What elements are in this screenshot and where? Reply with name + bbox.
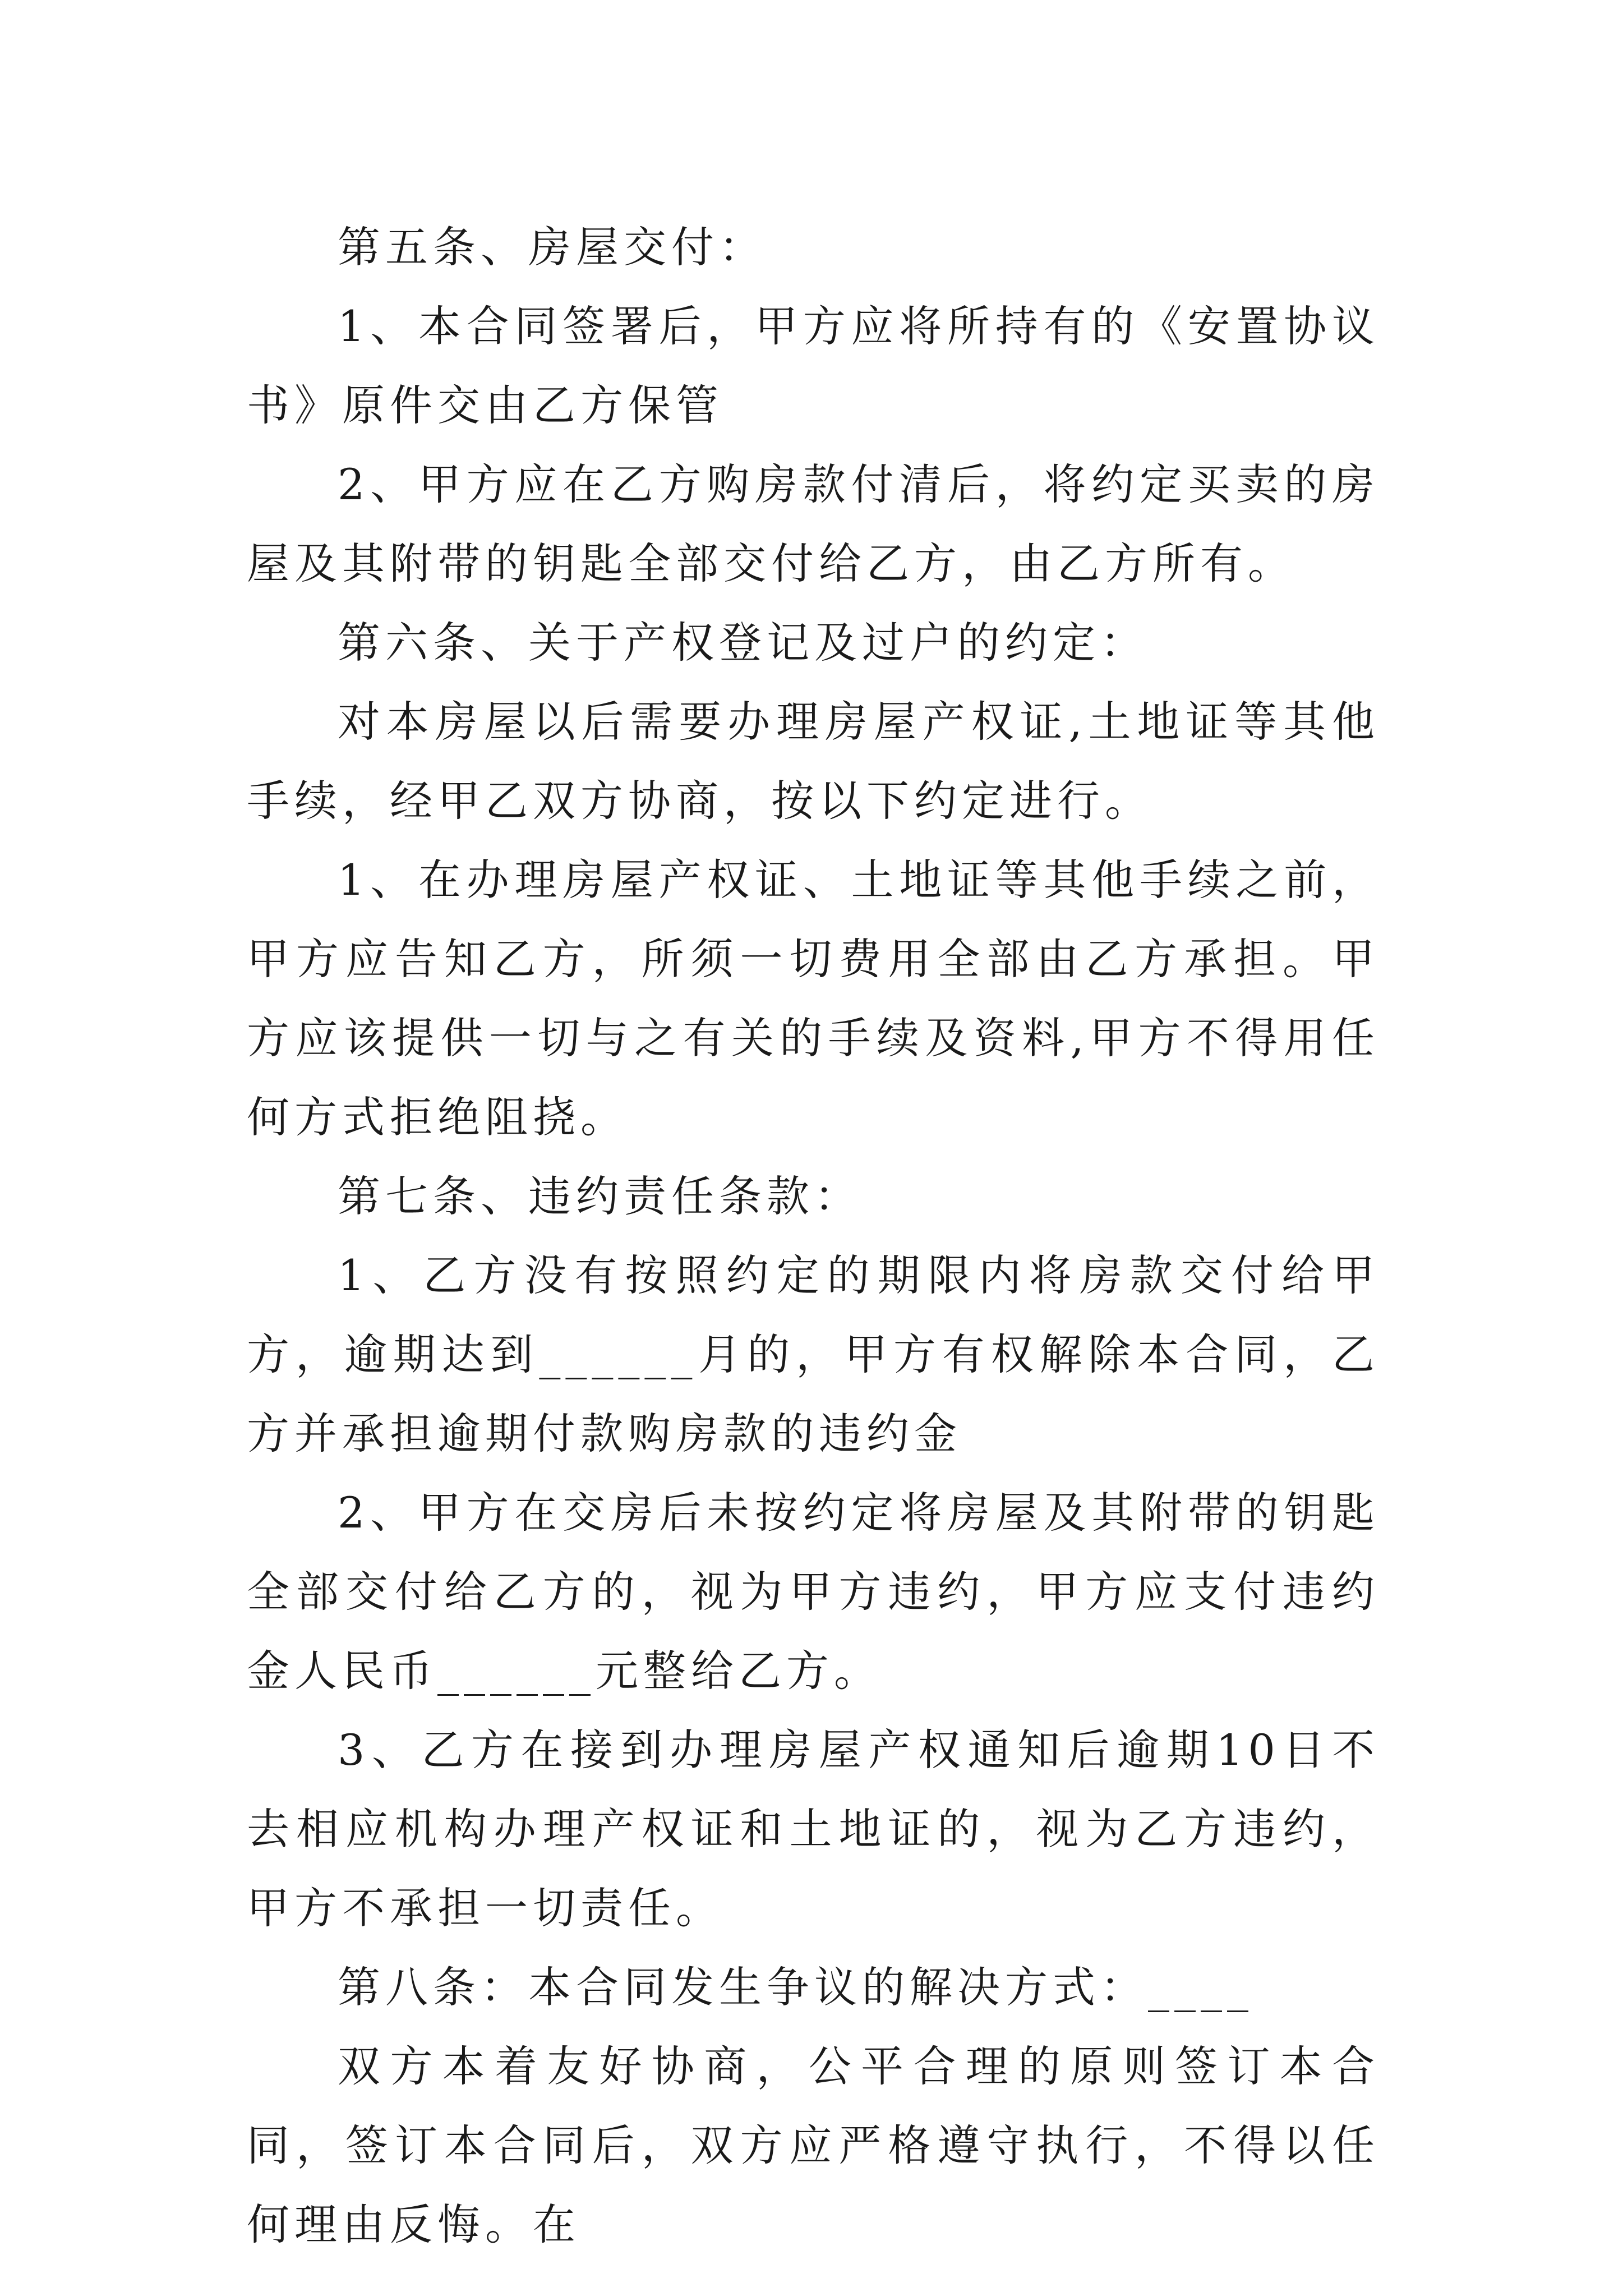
article-8-body: 双方本着友好协商，公平合理的原则签订本合同，签订本合同后，双方应严格遵守执行，不得以任何理由反悔。在 [247,2041,1380,2249]
article-5-clause-1: 1、本合同签署后，甲方应将所持有的《安置协议书》原件交由乙方保管 [247,301,1380,430]
article-7-clause-3: 3、乙方在接到办理房屋产权通知后逾期10日不去相应机构办理产权证和土地证的，视为乙方违约，甲方不承担一切责任。 [247,1725,1380,1933]
article-7-clause-2: 2、甲方在交房后未按约定将房屋及其附带的钥匙全部交付给乙方的，视为甲方违约，甲方应支付违约金人民币______元整给乙方。 [247,1488,1380,1696]
document-body [247,208,1380,2264]
article-7-heading: 第七条、违约责任条款： [338,1171,862,1221]
article-5-heading: 第五条、房屋交付： [338,222,767,272]
article-6-intro: 对本房屋以后需要办理房屋产权证,土地证等其他手续，经甲乙双方协商，按以下约定进行。 [247,697,1380,826]
article-7-clause-1: 1、乙方没有按照约定的期限内将房款交付给甲方，逾期达到______月的，甲方有权解除本合同，乙方并承担逾期付款购房款的违约金 [247,1250,1380,1458]
article-6-heading: 第六条、关于产权登记及过户的约定： [338,618,1148,668]
article-5-clause-2: 2、甲方应在乙方购房款付清后，将约定买卖的房屋及其附带的钥匙全部交付给乙方，由乙方所有。 [247,459,1380,588]
article-6-clause-1: 1、在办理房屋产权证、土地证等其他手续之前，甲方应告知乙方，所须一切费用全部由乙方承担。甲方应该提供一切与之有关的手续及资料,甲方不得用任何方式拒绝阻挠。 [247,855,1380,1142]
article-8-heading: 第八条：本合同发生争议的解决方式：____ [338,1962,1253,2012]
